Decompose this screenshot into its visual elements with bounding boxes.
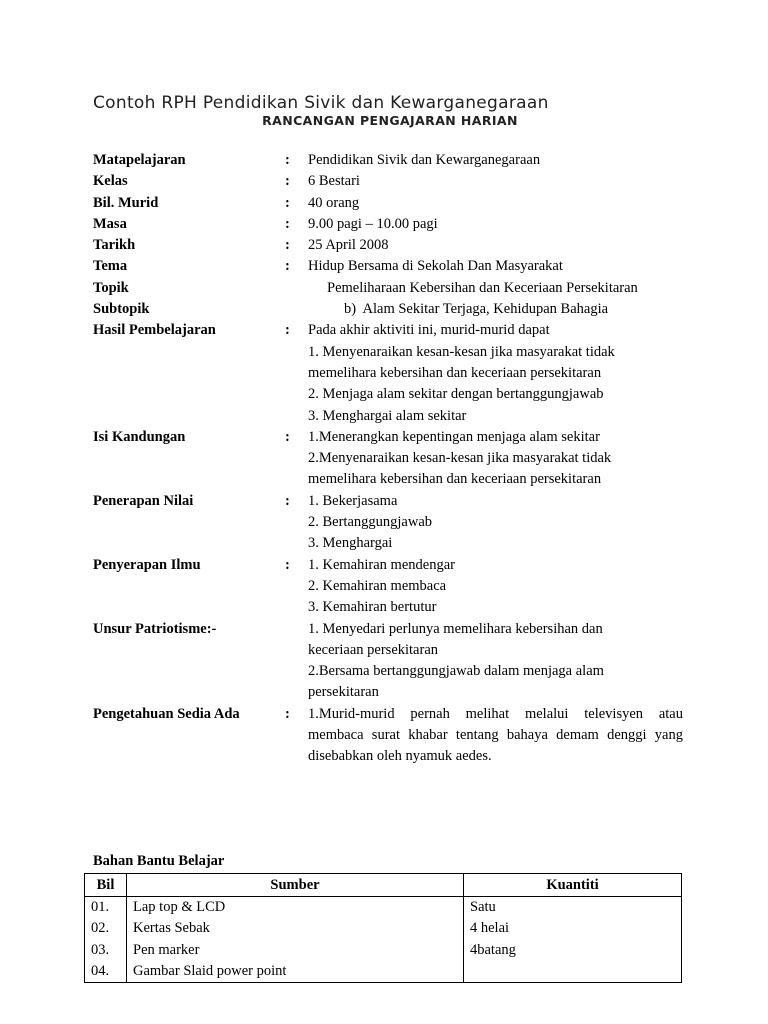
header-bil: Bil xyxy=(85,874,127,897)
document-subtitle: RANCANGAN PENGAJARAN HARIAN xyxy=(262,113,518,128)
bahan-bantu-belajar-title: Bahan Bantu Belajar xyxy=(93,853,225,869)
bahan-bantu-belajar-table xyxy=(84,873,682,983)
field-value: Pemeliharaan Kebersihan dan Keceriaan Persekitaran xyxy=(327,279,638,296)
field-label: Bil. Murid xyxy=(93,194,159,211)
field-value-line: 2.Bersama bertanggungjawab dalam menjaga alam xyxy=(308,663,604,680)
field-value-line: 1. Kemahiran mendengar xyxy=(308,556,455,573)
field-value-line: 3. Menghargai alam sekitar xyxy=(308,407,467,424)
field-value-line: keceriaan persekitaran xyxy=(308,641,439,658)
field-label: Kelas xyxy=(93,173,128,190)
field-topik xyxy=(93,278,683,299)
field-value-line: disebabkan oleh nyamuk aedes. xyxy=(308,748,492,765)
field-value: 6 Bestari xyxy=(308,173,360,190)
table-header-row xyxy=(85,874,682,897)
kuantiti-value xyxy=(470,961,675,982)
field-matapelajaran xyxy=(93,150,683,171)
field-hasil-pembelajaran xyxy=(93,320,683,426)
sumber-value: Lap top & LCD xyxy=(133,899,226,915)
field-label: Topik xyxy=(93,279,129,296)
sumber-cell xyxy=(127,897,464,983)
bil-value: 03. xyxy=(91,941,110,958)
field-isi-kandungan xyxy=(93,427,683,491)
field-label: Pengetahuan Sedia Ada xyxy=(93,705,240,722)
bil-value: 02. xyxy=(91,920,110,937)
field-label: Unsur Patriotisme:- xyxy=(93,620,217,637)
field-label: Penerapan Nilai xyxy=(93,492,194,509)
field-colon: : xyxy=(285,428,290,445)
field-label: Penyerapan Ilmu xyxy=(93,556,201,573)
sumber-value: Gambar Slaid power point xyxy=(133,962,287,979)
bil-value: 01. xyxy=(91,899,110,915)
field-value-line: 2. Bertanggungjawab xyxy=(308,514,433,531)
field-value-line: 1. Menyenaraikan kesan-kesan jika masyarakat tidak xyxy=(308,343,615,360)
bil-cell xyxy=(85,897,127,983)
field-colon: : xyxy=(285,237,290,254)
field-value-line: 1.Murid-murid pernah melihat melalui televisyen atau xyxy=(308,705,683,722)
field-pengetahuan-sedia-ada xyxy=(93,704,683,768)
field-tema xyxy=(93,256,683,277)
field-label: Hasil Pembelajaran xyxy=(93,322,216,339)
field-value-line: memelihara kebersihan dan keceriaan persekitaran xyxy=(308,471,602,488)
field-penerapan-nilai xyxy=(93,491,683,555)
field-bil-murid xyxy=(93,193,683,214)
field-value: Pendidikan Sivik dan Kewarganegaraan xyxy=(308,152,541,168)
field-value-line: 2. Menjaga alam sekitar dengan bertanggungjawab xyxy=(308,386,604,403)
field-value-line: 2. Kemahiran membaca xyxy=(308,577,447,594)
bil-value: 04. xyxy=(91,962,110,979)
field-value: 40 orang xyxy=(308,194,360,211)
field-value-line: membaca surat khabar tentang bahaya demam denggi yang xyxy=(308,727,683,744)
field-colon: : xyxy=(285,173,290,190)
field-colon: : xyxy=(285,556,290,573)
field-kelas xyxy=(93,171,683,192)
field-value-line: 2.Menyenaraikan kesan-kesan jika masyarakat tidak xyxy=(308,450,612,467)
field-colon: : xyxy=(285,152,290,168)
kuantiti-value: 4batang xyxy=(470,941,516,958)
field-colon: : xyxy=(285,194,290,211)
table-row xyxy=(85,897,682,983)
field-value-line: 3. Menghargai xyxy=(308,535,393,552)
document-title: Contoh RPH Pendidikan Sivik dan Kewarganegaraan xyxy=(93,93,549,113)
field-masa xyxy=(93,214,683,235)
sumber-value: Pen marker xyxy=(133,941,200,958)
field-value-line: memelihara kebersihan dan keceriaan persekitaran xyxy=(308,364,602,381)
kuantiti-value: 4 helai xyxy=(470,920,510,937)
field-label: Matapelajaran xyxy=(93,152,186,168)
field-colon: : xyxy=(285,322,290,339)
field-label: Subtopik xyxy=(93,301,150,318)
field-colon: : xyxy=(285,215,290,232)
field-value-line: 1. Bekerjasama xyxy=(308,492,398,509)
header-kuantiti: Kuantiti xyxy=(464,874,682,897)
field-label: Isi Kandungan xyxy=(93,428,186,445)
header-sumber: Sumber xyxy=(127,874,464,897)
field-value-line: 3. Kemahiran bertutur xyxy=(308,599,437,616)
field-penyerapan-ilmu xyxy=(93,555,683,619)
field-label: Tema xyxy=(93,258,128,275)
field-label: Masa xyxy=(93,215,127,232)
field-colon: : xyxy=(285,705,290,722)
field-tarikh xyxy=(93,235,683,256)
field-value-line: persekitaran xyxy=(308,684,379,701)
field-colon: : xyxy=(285,258,290,275)
field-subtopik xyxy=(93,299,683,320)
field-colon: : xyxy=(285,492,290,509)
field-value: 25 April 2008 xyxy=(308,237,389,254)
rph-fields xyxy=(93,150,683,768)
field-label: Tarikh xyxy=(93,237,136,254)
sumber-value: Kertas Sebak xyxy=(133,920,210,937)
field-unsur-patriotisme xyxy=(93,619,683,704)
field-value-line: 1. Menyedari perlunya memelihara kebersihan dan xyxy=(308,620,603,637)
field-value-line: Pada akhir aktiviti ini, murid-murid dapat xyxy=(308,322,550,339)
field-value-line: 1.Menerangkan kepentingan menjaga alam sekitar xyxy=(308,428,600,445)
kuantiti-cell xyxy=(464,897,682,983)
field-value: b) Alam Sekitar Terjaga, Kehidupan Bahagia xyxy=(344,301,609,318)
field-value: 9.00 pagi – 10.00 pagi xyxy=(308,215,438,232)
field-value: Hidup Bersama di Sekolah Dan Masyarakat xyxy=(308,258,563,275)
kuantiti-value: Satu xyxy=(470,899,496,915)
